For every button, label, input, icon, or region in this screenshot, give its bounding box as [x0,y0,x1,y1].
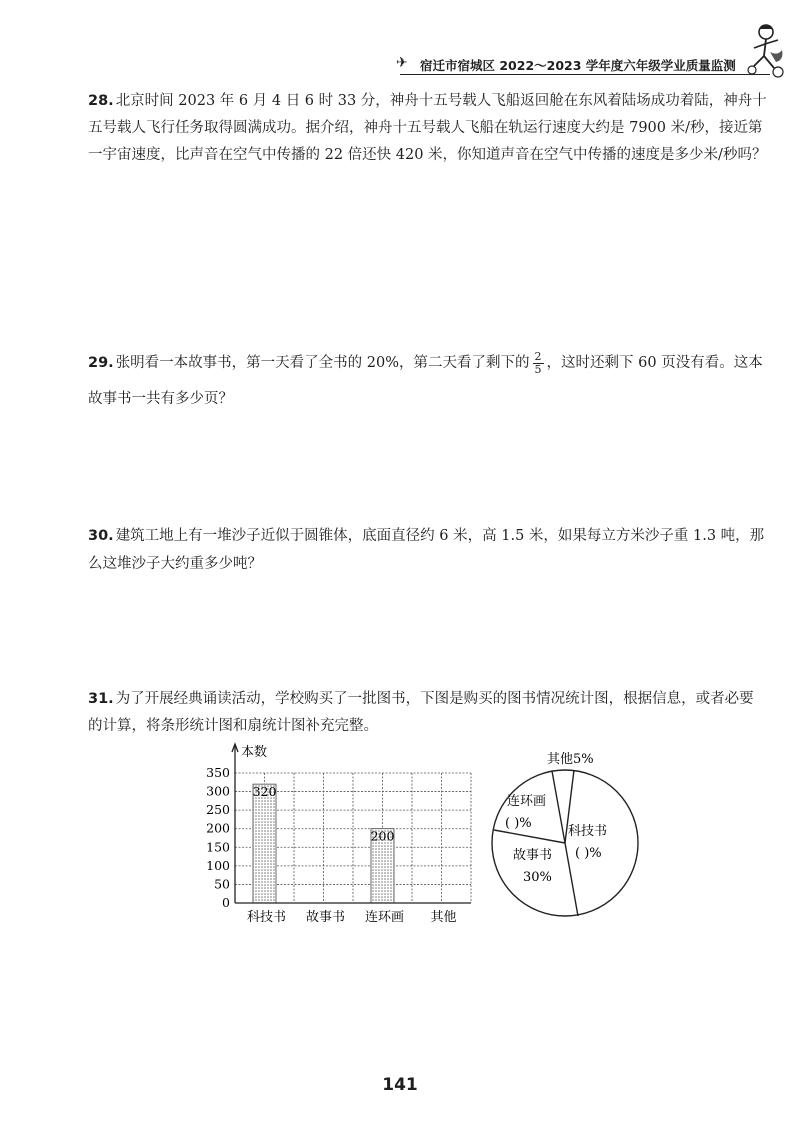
header-arrow-icon: ✈ [396,55,408,71]
y-tick-label: 350 [206,765,230,780]
question-31 [88,686,768,740]
question-text: 建筑工地上有一堆沙子近似于圆锥体，底面直径约 6 米，高 1.5 米，如果每立方米沙子重 1.3 吨，那么这堆沙子大约重多少吨？ [88,528,765,572]
question-text: 北京时间 2023 年 6 月 4 日 6 时 33 分，神舟十五号载人飞船返回舱在东风着陆场成功着陆，神舟十五号载人飞行任务取得圆满成功。据介绍，神舟十五号载人飞船在轨运行速度大约是 7900 米/秒，接近第一宇宙速度，比声音在空气中传播的 22 倍还快 420 米，你知道声音在空气中传播的速度是多少米/秒吗？ [88,93,767,163]
y-tick-label: 250 [206,802,230,818]
question-30 [88,522,768,578]
pie-label-science: 科技书 [568,824,608,839]
y-tick-label: 200 [206,820,230,836]
y-tick-label: 150 [206,839,230,855]
question-text: 为了开展经典诵读活动，学校购买了一批图书，下图是购买的图书情况统计图，根据信息，或者必要的计算，将条形统计图和扇统计图补充完整。 [88,691,754,734]
fraction [533,351,544,376]
y-tick-label: 0 [222,895,230,910]
question-28 [88,88,768,169]
question-text-continued: ，这时还剩下 60 页没有看。这本故事书一共有多少页？ [88,355,763,407]
x-tick-label: 其他 [430,910,457,925]
header-title: 宿迁市宿城区 2022～2023 学年度六年级学业质量监测 [420,58,736,73]
mascot-icon [740,20,790,80]
page-number: 141 [382,1075,418,1095]
pie-label-other: 其他5% [547,752,594,767]
fraction-denominator: 5 [534,362,542,376]
question-text: 张明看一本故事书，第一天看了全书的 20%，第二天看了剩下的 [115,355,530,371]
pie-chart [485,745,645,920]
pie-label-story: 故事书 [513,848,553,863]
header-rule [400,74,770,75]
question-number: 28. [88,93,114,109]
x-tick-label: 连环画 [364,910,405,925]
question-29 [88,345,768,417]
pie-pct-story: 30% [523,870,552,885]
fraction-numerator: 2 [534,349,542,363]
bar-0 [253,784,276,903]
question-number: 30. [88,528,114,544]
pie-label-comic: 连环画 [507,794,547,809]
y-tick-label: 100 [206,857,230,873]
page-header [396,55,765,74]
bar-value-label: 320 [252,784,277,800]
bar-value-label: 200 [370,828,395,844]
pie-divider-story-comic [494,830,565,843]
y-tick-label: 50 [214,876,230,892]
y-axis-label: 本数 [241,745,268,760]
x-tick-label: 科技书 [246,910,287,925]
y-tick-label: 300 [206,783,230,799]
x-tick-label: 故事书 [305,910,346,925]
question-number: 31. [88,691,114,707]
pie-divider-other-left [552,771,565,843]
bar-chart [195,740,485,940]
pie-blank-comic: ( )% [505,816,532,831]
question-number: 29. [88,355,114,371]
pie-blank-science: ( )% [575,846,602,861]
